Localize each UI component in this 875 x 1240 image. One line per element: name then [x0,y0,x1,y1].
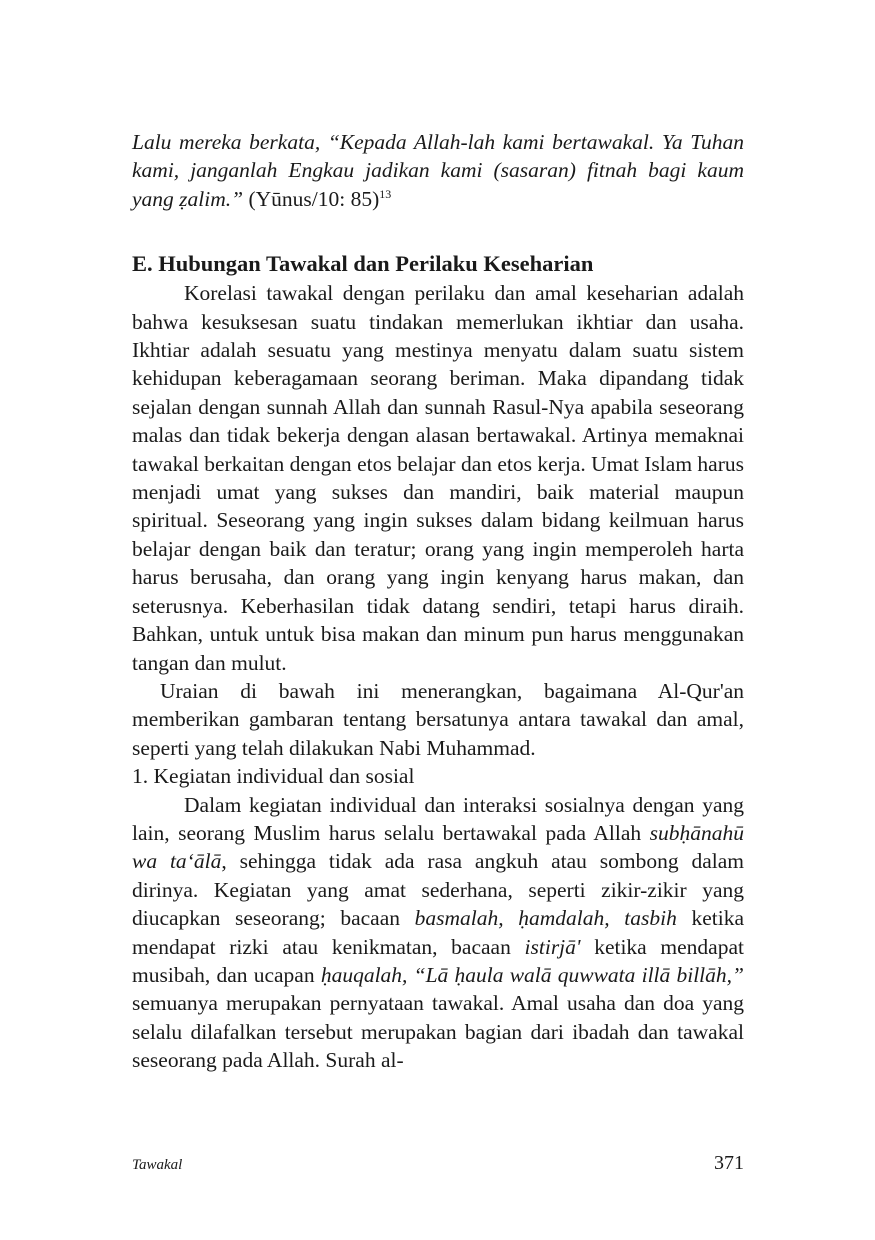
section-heading: E. Hubungan Tawakal dan Perilaku Keseharian [132,251,594,277]
quote-text: Lalu mereka berkata, “Kepada Allah-lah kami bertawakal. Ya Tuhan kami, janganlah Engkau jadikan kami (sasaran) fitnah bagi kaum yang ẓalim.” [132,130,744,211]
italic-term: ḥauqalah, “Lā ḥaula walā quwwata illā billāh,” [320,962,744,987]
italic-term: subḥānahū wa ta‘ālā [132,820,744,874]
text-run: , sehingga tidak ada rasa angkuh atau sombong dalam dirinya. Kegiatan yang amat sederhana, seperti zikir-zikir yang diucapkan seseorang; bacaan [132,849,744,931]
page-footer [132,1152,744,1175]
running-head: Tawakal [132,1157,183,1173]
quote-reference: (Yūnus/10: 85) [248,186,380,211]
paragraph-kegiatan [132,791,744,1075]
paragraph-korelasi: Korelasi tawakal dengan perilaku dan amal keseharian adalah bahwa kesuksesan suatu tindakan memerlukan ikhtiar dan usaha. Ikhtiar adalah sesuatu yang mestinya menyatu dalam suatu sistem kehidupan keberagamaan seorang beriman. Maka dipandang tidak sejalan dengan sunnah Allah dan sunnah Rasul-Nya apabila seseorang malas dan tidak bekerja dengan alasan bertawakal. Artinya memaknai tawakal berkaitan dengan etos belajar dan etos kerja. Umat Islam harus menjadi umat yang sukses dan mandiri, baik material maupun spiritual. Seseorang yang ingin sukses dalam bidang keilmuan harus belajar dengan baik dan teratur; orang yang ingin memperoleh harta harus berusaha, dan orang yang ingin kenyang harus makan, dan seterusnya. Keberhasilan tidak datang sendiri, tetapi harus diraih. Bahkan, untuk untuk bisa makan dan minum pun harus menggunakan tangan dan mulut. [132,281,744,675]
subsection-heading: 1. Kegiatan individual dan sosial [132,764,415,789]
italic-term: basmalah, ḥamdalah, tasbih [414,906,677,931]
text-run: Dalam kegiatan individual dan interaksi sosialnya dengan yang lain, seorang Muslim harus selalu bertawakal pada Allah [132,792,744,845]
paragraph-uraian: Uraian di bawah ini menerangkan, bagaimana Al-Qur'an memberikan gambaran tentang bersatunya antara tawakal dan amal, seperti yang telah dilakukan Nabi Muhammad. [132,678,744,760]
text-run: ketika mendapat rizki atau kenikmatan, bacaan [132,906,744,959]
page-content [132,128,744,1075]
italic-term: istirjā' [524,934,581,959]
page-number: 371 [714,1152,744,1174]
text-run: ketika mendapat musibah, dan ucapan [132,934,744,987]
footnote-marker[interactable]: 13 [379,186,392,201]
text-run: semuanya merupakan pernyataan tawakal. Amal usaha dan doa yang selalu dilafalkan tersebut merupakan bagian dari ibadah dan tawakal seseorang pada Allah. Surah al- [132,991,744,1073]
quran-quote [132,128,744,213]
